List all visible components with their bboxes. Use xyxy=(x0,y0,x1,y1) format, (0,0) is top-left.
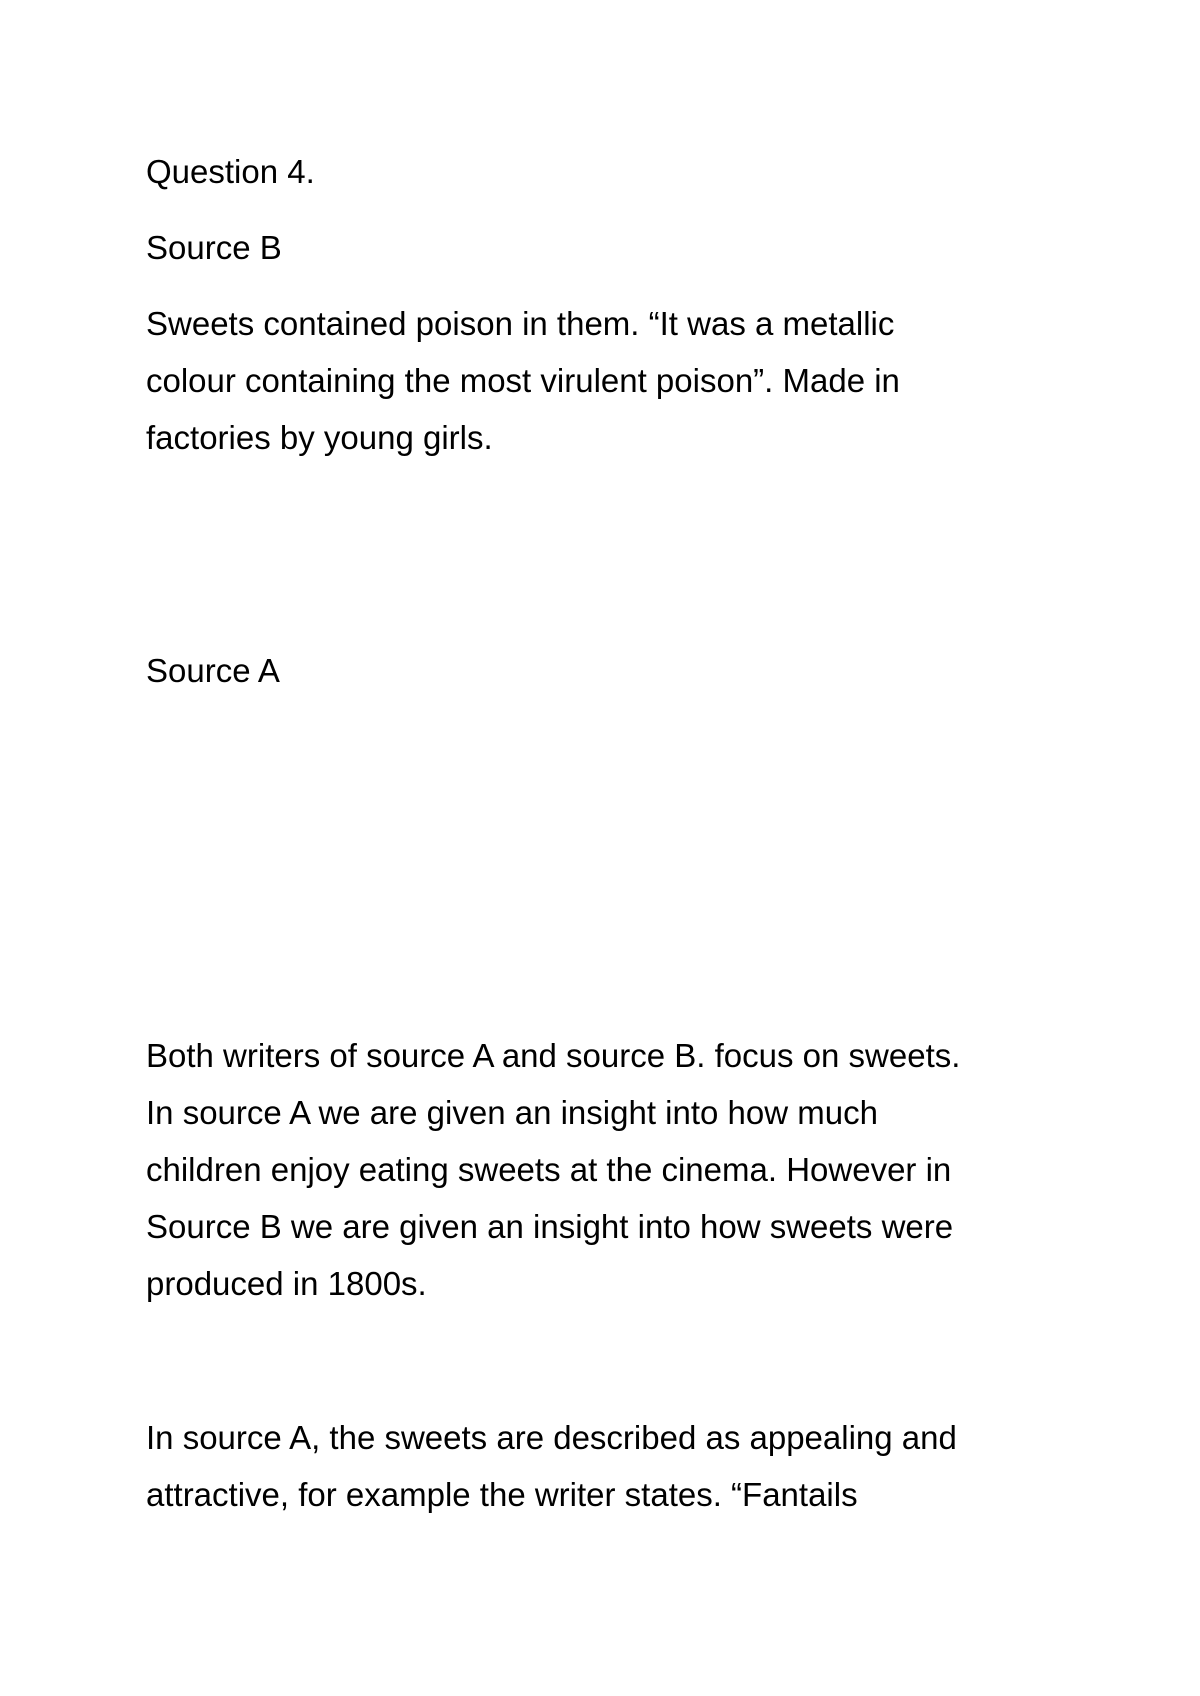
question-title xyxy=(146,143,1076,200)
text-line: factories by young girls. xyxy=(146,419,493,456)
text-line: produced in 1800s. xyxy=(146,1265,427,1302)
source-a-heading-text: Source A xyxy=(146,652,280,689)
text-line: Sweets contained poison in them. “It was a metallic xyxy=(146,305,895,342)
text-line: Both writers of source A and source B. focus on sweets. xyxy=(146,1037,961,1074)
source-b-summary xyxy=(146,295,1076,466)
comparison-paragraph xyxy=(146,1027,1076,1312)
text-line: Source B we are given an insight into how sweets were xyxy=(146,1208,954,1245)
source-a-heading xyxy=(146,642,1076,699)
text-line: In source A, the sweets are described as appealing and xyxy=(146,1419,957,1456)
question-title-text: Question 4. xyxy=(146,153,315,190)
text-line: attractive, for example the writer states. “Fantails xyxy=(146,1476,858,1513)
source-b-heading-text: Source B xyxy=(146,229,282,266)
text-line: children enjoy eating sweets at the cinema. However in xyxy=(146,1151,952,1188)
source-b-heading xyxy=(146,219,1076,276)
text-line: colour containing the most virulent poison”. Made in xyxy=(146,362,900,399)
text-line: In source A we are given an insight into how much xyxy=(146,1094,878,1131)
analysis-paragraph xyxy=(146,1409,1076,1523)
